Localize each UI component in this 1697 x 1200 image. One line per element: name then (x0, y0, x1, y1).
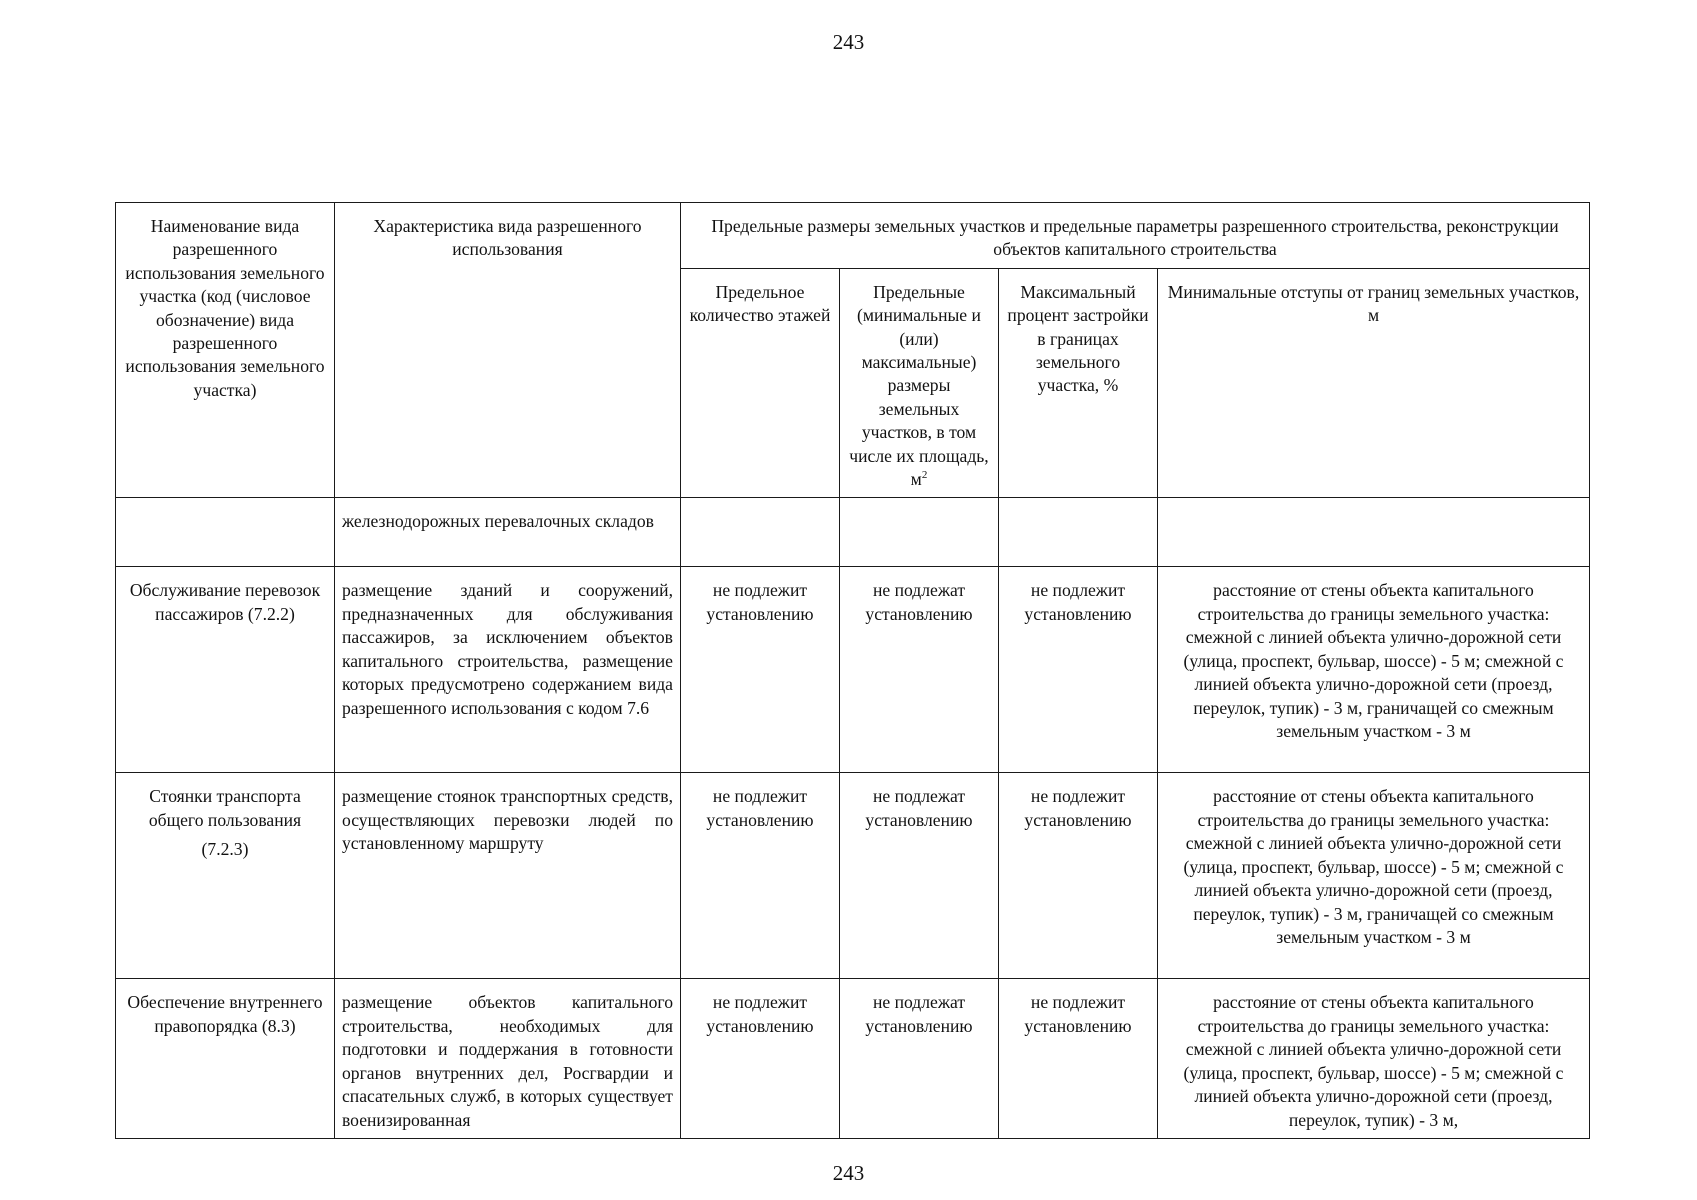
table-row (116, 979, 1590, 1138)
row-sizes-cell: не подлежат установлению (840, 979, 999, 1138)
header-sizes-superscript: 2 (921, 469, 928, 482)
page-number-bottom: 243 (832, 1161, 865, 1185)
row-sizes-cell (840, 498, 999, 567)
row-floors-cell: не подлежит установлению (681, 773, 840, 979)
header-characteristic-cell: Характеристика вида разрешенного использования (335, 203, 681, 498)
table-row (116, 567, 1590, 773)
page-number-top: 243 (832, 30, 865, 54)
row-setbacks-cell: расстояние от стены объекта капитального строительства до границы земельного участка: смежной с линией объекта улично-дорожной сети (улица, проспект, бульвар, шоссе) - 5 м; смежной с линией объекта улично-дорожной сети (проезд, переулок, тупик) - 3 м, (1158, 979, 1590, 1138)
row-floors-cell: не подлежит установлению (681, 567, 840, 773)
row-characteristic-cell: размещение объектов капитального строительства, необходимых для подготовки и поддержания в готовности органов внутренних дел, Росгвардии и спасательных служб, в которых существует военизированная (335, 979, 681, 1138)
header-limits-cell: Предельные размеры земельных участков и предельные параметры разрешенного строительства, реконструкции объектов капитального строительства (681, 203, 1590, 269)
row-characteristic-cell: железнодорожных перевалочных складов (335, 498, 681, 567)
row-percent-cell: не подлежит установлению (999, 567, 1158, 773)
header-floors-cell: Предельное количество этажей (681, 268, 840, 498)
row-percent-cell: не подлежит установлению (999, 773, 1158, 979)
row-floors-cell: не подлежит установлению (681, 979, 840, 1138)
row-name-cell: Обеспечение внутреннего правопорядка (8.3) (116, 979, 335, 1138)
header-percent-cell: Максимальный процент застройки в границах земельного участка, % (999, 268, 1158, 498)
header-setbacks-cell: Минимальные отступы от границ земельных участков, м (1158, 268, 1590, 498)
row-code-text: (7.2.3) (201, 839, 249, 860)
row-characteristic-cell: размещение стоянок транспортных средств, осуществляющих перевозки людей по установленному маршруту (335, 773, 681, 979)
row-percent-cell: не подлежит установлению (999, 979, 1158, 1138)
row-sizes-cell: не подлежат установлению (840, 773, 999, 979)
table-header-row (116, 203, 1590, 269)
regulations-table (115, 202, 1590, 1139)
row-name-cell: Обслуживание перевозок пассажиров (7.2.2) (116, 567, 335, 773)
header-sizes-cell (840, 268, 999, 498)
header-sizes-text: Предельные (минимальные и (или) максимальные) размеры земельных участков, в том числе их площадь, м (849, 281, 989, 490)
row-sizes-cell: не подлежат установлению (840, 567, 999, 773)
row-characteristic-cell: размещение зданий и сооружений, предназначенных для обслуживания пассажиров, за исключением объектов капитального строительства, размещение которых предусмотрено содержанием вида разрешенного использования с кодом 7.6 (335, 567, 681, 773)
row-setbacks-cell (1158, 498, 1590, 567)
table-row (116, 498, 1590, 567)
row-setbacks-cell: расстояние от стены объекта капитального строительства до границы земельного участка: смежной с линией объекта улично-дорожной сети (улица, проспект, бульвар, шоссе) - 5 м; смежной с линией объекта улично-дорожной сети (проезд, переулок, тупик) - 3 м, граничащей со смежным земельным участком - 3 м (1158, 567, 1590, 773)
table-row (116, 773, 1590, 979)
row-name-cell (116, 498, 335, 567)
row-floors-cell (681, 498, 840, 567)
row-setbacks-cell: расстояние от стены объекта капитального строительства до границы земельного участка: смежной с линией объекта улично-дорожной сети (улица, проспект, бульвар, шоссе) - 5 м; смежной с линией объекта улично-дорожной сети (проезд, переулок, тупик) - 3 м, граничащей со смежным земельным участком - 3 м (1158, 773, 1590, 979)
row-percent-cell (999, 498, 1158, 567)
row-name-cell (116, 773, 335, 979)
header-name-cell: Наименование вида разрешенного использования земельного участка (код (числовое обозначение) вида разрешенного использования земельного участка) (116, 203, 335, 498)
row-name-text: Стоянки транспорта общего пользования (148, 786, 302, 830)
